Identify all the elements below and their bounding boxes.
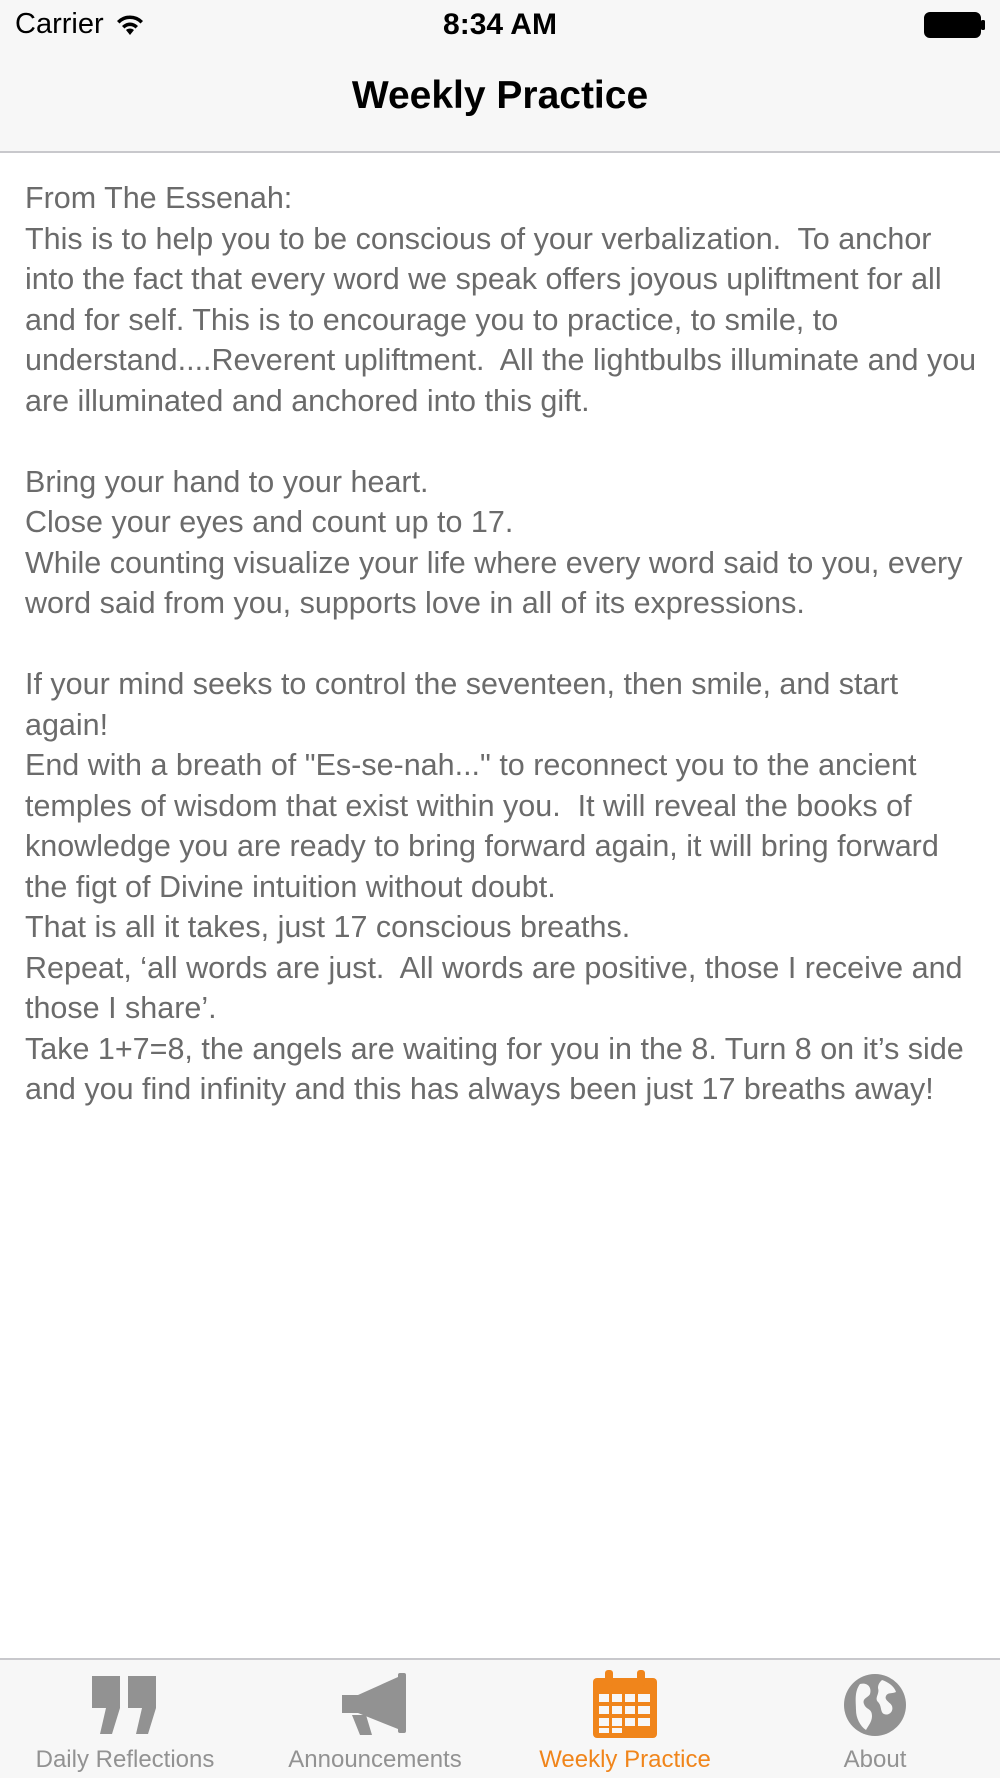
tab-bar — [0, 1658, 1000, 1778]
status-time: 8:34 AM — [443, 8, 557, 41]
status-bar — [0, 0, 1000, 50]
tab-weekly-practice[interactable] — [500, 1660, 750, 1778]
tab-label: Daily Reflections — [35, 1746, 215, 1773]
tab-announcements[interactable] — [250, 1660, 500, 1778]
practice-text: From The Essenah: This is to help you to be conscious of your verbalization. To anchor into the fact that every word we speak offers joyous upliftment for all and for self. This is to encourage you to practice, to smile, to understand....Reverent upliftment. All the lightbulbs illuminate and you are illuminated and anchored into this gift. Bring your hand to your heart. Close your eyes and count up to 17. While counting visualize your life where every word said to you, every word said from you, supports love in all of its expressions. If your mind seeks to control the seventeen, then smile, and start again! End with a breath of "Es-se-nah..." to reconnect you to the ancient temples of wisdom that exist within you. It will reveal the books of knowledge you are ready to bring forward again, it will bring forward the figt of Divine intuition without doubt. That is all it takes, just 17 conscious breaths. Repeat, ‘all words are just. All words are positive, those I receive and those I share’. Take 1+7=8, the angels are waiting for you in the 8. Turn 8 on it’s side and you find infinity and this has always been just 17 breaths away! — [25, 181, 977, 1106]
calendar-icon — [588, 1672, 662, 1738]
page-title: Weekly Practice — [351, 74, 649, 117]
globe-icon — [838, 1672, 912, 1738]
tab-label: Weekly Practice — [539, 1746, 711, 1773]
navigation-header — [0, 0, 1000, 153]
tab-label: Announcements — [288, 1746, 462, 1773]
battery-icon — [924, 12, 986, 38]
carrier-label: Carrier — [15, 8, 104, 40]
tab-label: About — [843, 1746, 907, 1773]
tab-daily-reflections[interactable] — [0, 1660, 250, 1778]
megaphone-icon — [338, 1672, 412, 1738]
tab-about[interactable] — [750, 1660, 1000, 1778]
quote-icon — [88, 1672, 162, 1738]
